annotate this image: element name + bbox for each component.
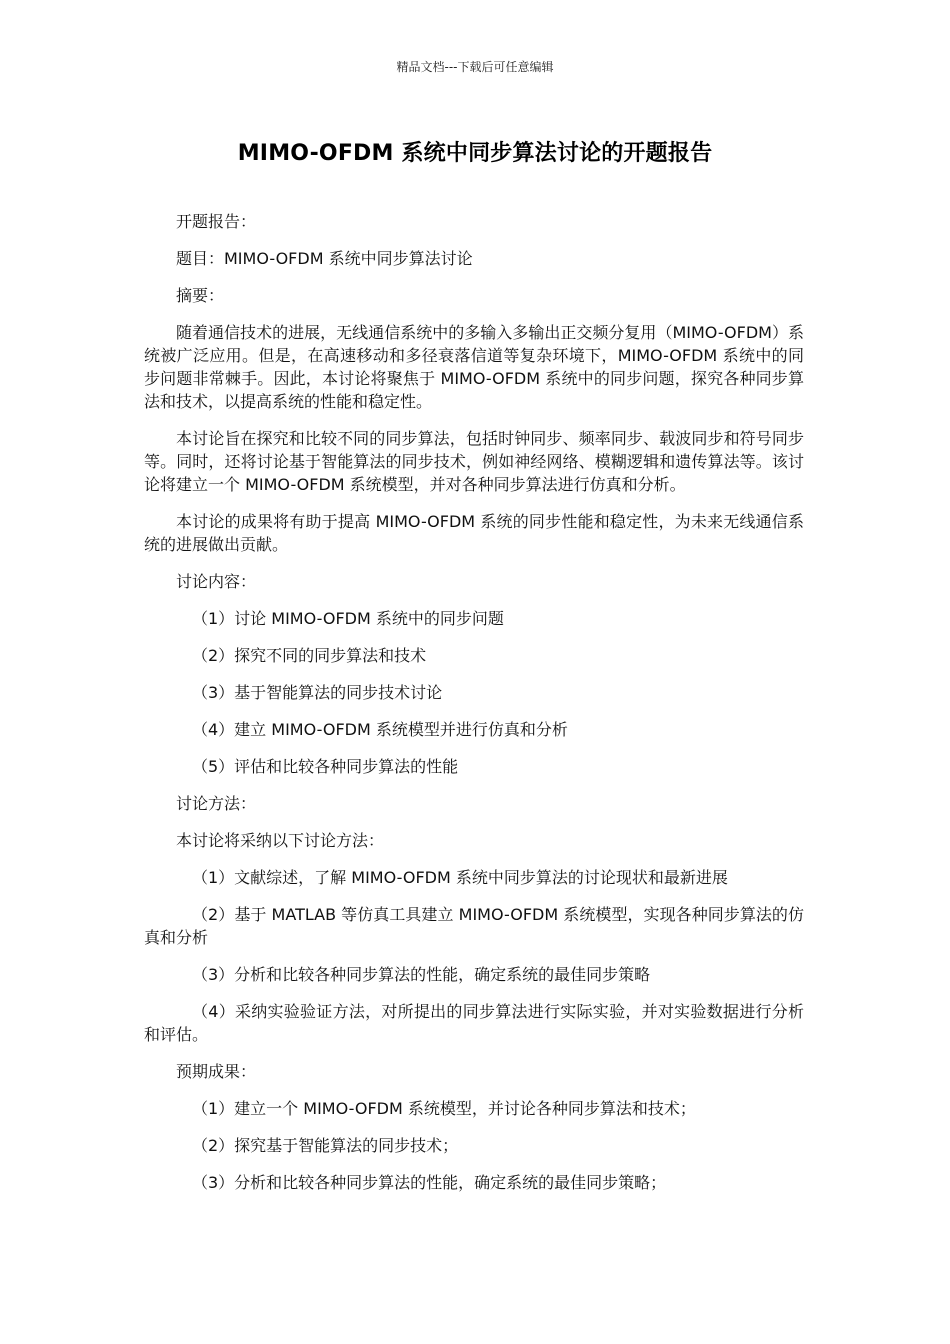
page-header: 精品文档---下载后可任意编辑	[396, 60, 554, 74]
section-label-content: 讨论内容：	[176, 572, 257, 591]
method-item-4: （4）采纳实验验证方法，对所提出的同步算法进行实际实验，并对实验数据进行分析和评估。	[144, 1002, 804, 1044]
topic-line: 题目：MIMO-OFDM 系统中同步算法讨论	[176, 249, 473, 268]
section-label-results: 预期成果：	[176, 1062, 257, 1081]
result-item-3: （3）分析和比较各种同步算法的性能，确定系统的最佳同步策略；	[192, 1173, 667, 1192]
result-item-1: （1）建立一个 MIMO-OFDM 系统模型，并讨论各种同步算法和技术；	[192, 1099, 696, 1118]
content-item-4: （4）建立 MIMO-OFDM 系统模型并进行仿真和分析	[192, 720, 568, 739]
document-body	[144, 210, 804, 1208]
section-label-abstract: 摘要：	[176, 286, 225, 305]
result-item-2: （2）探究基于智能算法的同步技术；	[192, 1136, 459, 1155]
content-item-1: （1）讨论 MIMO-OFDM 系统中的同步问题	[192, 609, 504, 628]
section-label-method: 讨论方法：	[176, 794, 257, 813]
method-intro: 本讨论将采纳以下讨论方法：	[176, 831, 385, 850]
method-item-2: （2）基于 MATLAB 等仿真工具建立 MIMO-OFDM 系统模型，实现各种同步算法的仿真和分析	[144, 905, 804, 947]
document-title: MIMO-OFDM 系统中同步算法讨论的开题报告	[237, 141, 713, 166]
abstract-paragraph-1: 随着通信技术的进展，无线通信系统中的多输入多输出正交频分复用（MIMO-OFDM）系统被广泛应用。但是，在高速移动和多径衰落信道等复杂环境下，MIMO-OFDM 系统中的同步问题非常棘手。因此，本讨论将聚焦于 MIMO-OFDM 系统中的同步问题，探究各种同步算法和技术，以提高系统的性能和稳定性。	[144, 323, 804, 411]
content-item-5: （5）评估和比较各种同步算法的性能	[192, 757, 459, 776]
method-item-3: （3）分析和比较各种同步算法的性能，确定系统的最佳同步策略	[192, 965, 651, 984]
section-label-report: 开题报告：	[176, 212, 257, 231]
abstract-paragraph-3: 本讨论的成果将有助于提高 MIMO-OFDM 系统的同步性能和稳定性，为未来无线通信系统的进展做出贡献。	[144, 512, 804, 554]
abstract-paragraph-2: 本讨论旨在探究和比较不同的同步算法，包括时钟同步、频率同步、载波同步和符号同步等。同时，还将讨论基于智能算法的同步技术，例如神经网络、模糊逻辑和遗传算法等。该讨论将建立一个 MIMO-OFDM 系统模型，并对各种同步算法进行仿真和分析。	[144, 429, 804, 494]
method-item-1: （1）文献综述，了解 MIMO-OFDM 系统中同步算法的讨论现状和最新进展	[192, 868, 728, 887]
content-item-2: （2）探究不同的同步算法和技术	[192, 646, 427, 665]
content-item-3: （3）基于智能算法的同步技术讨论	[192, 683, 443, 702]
